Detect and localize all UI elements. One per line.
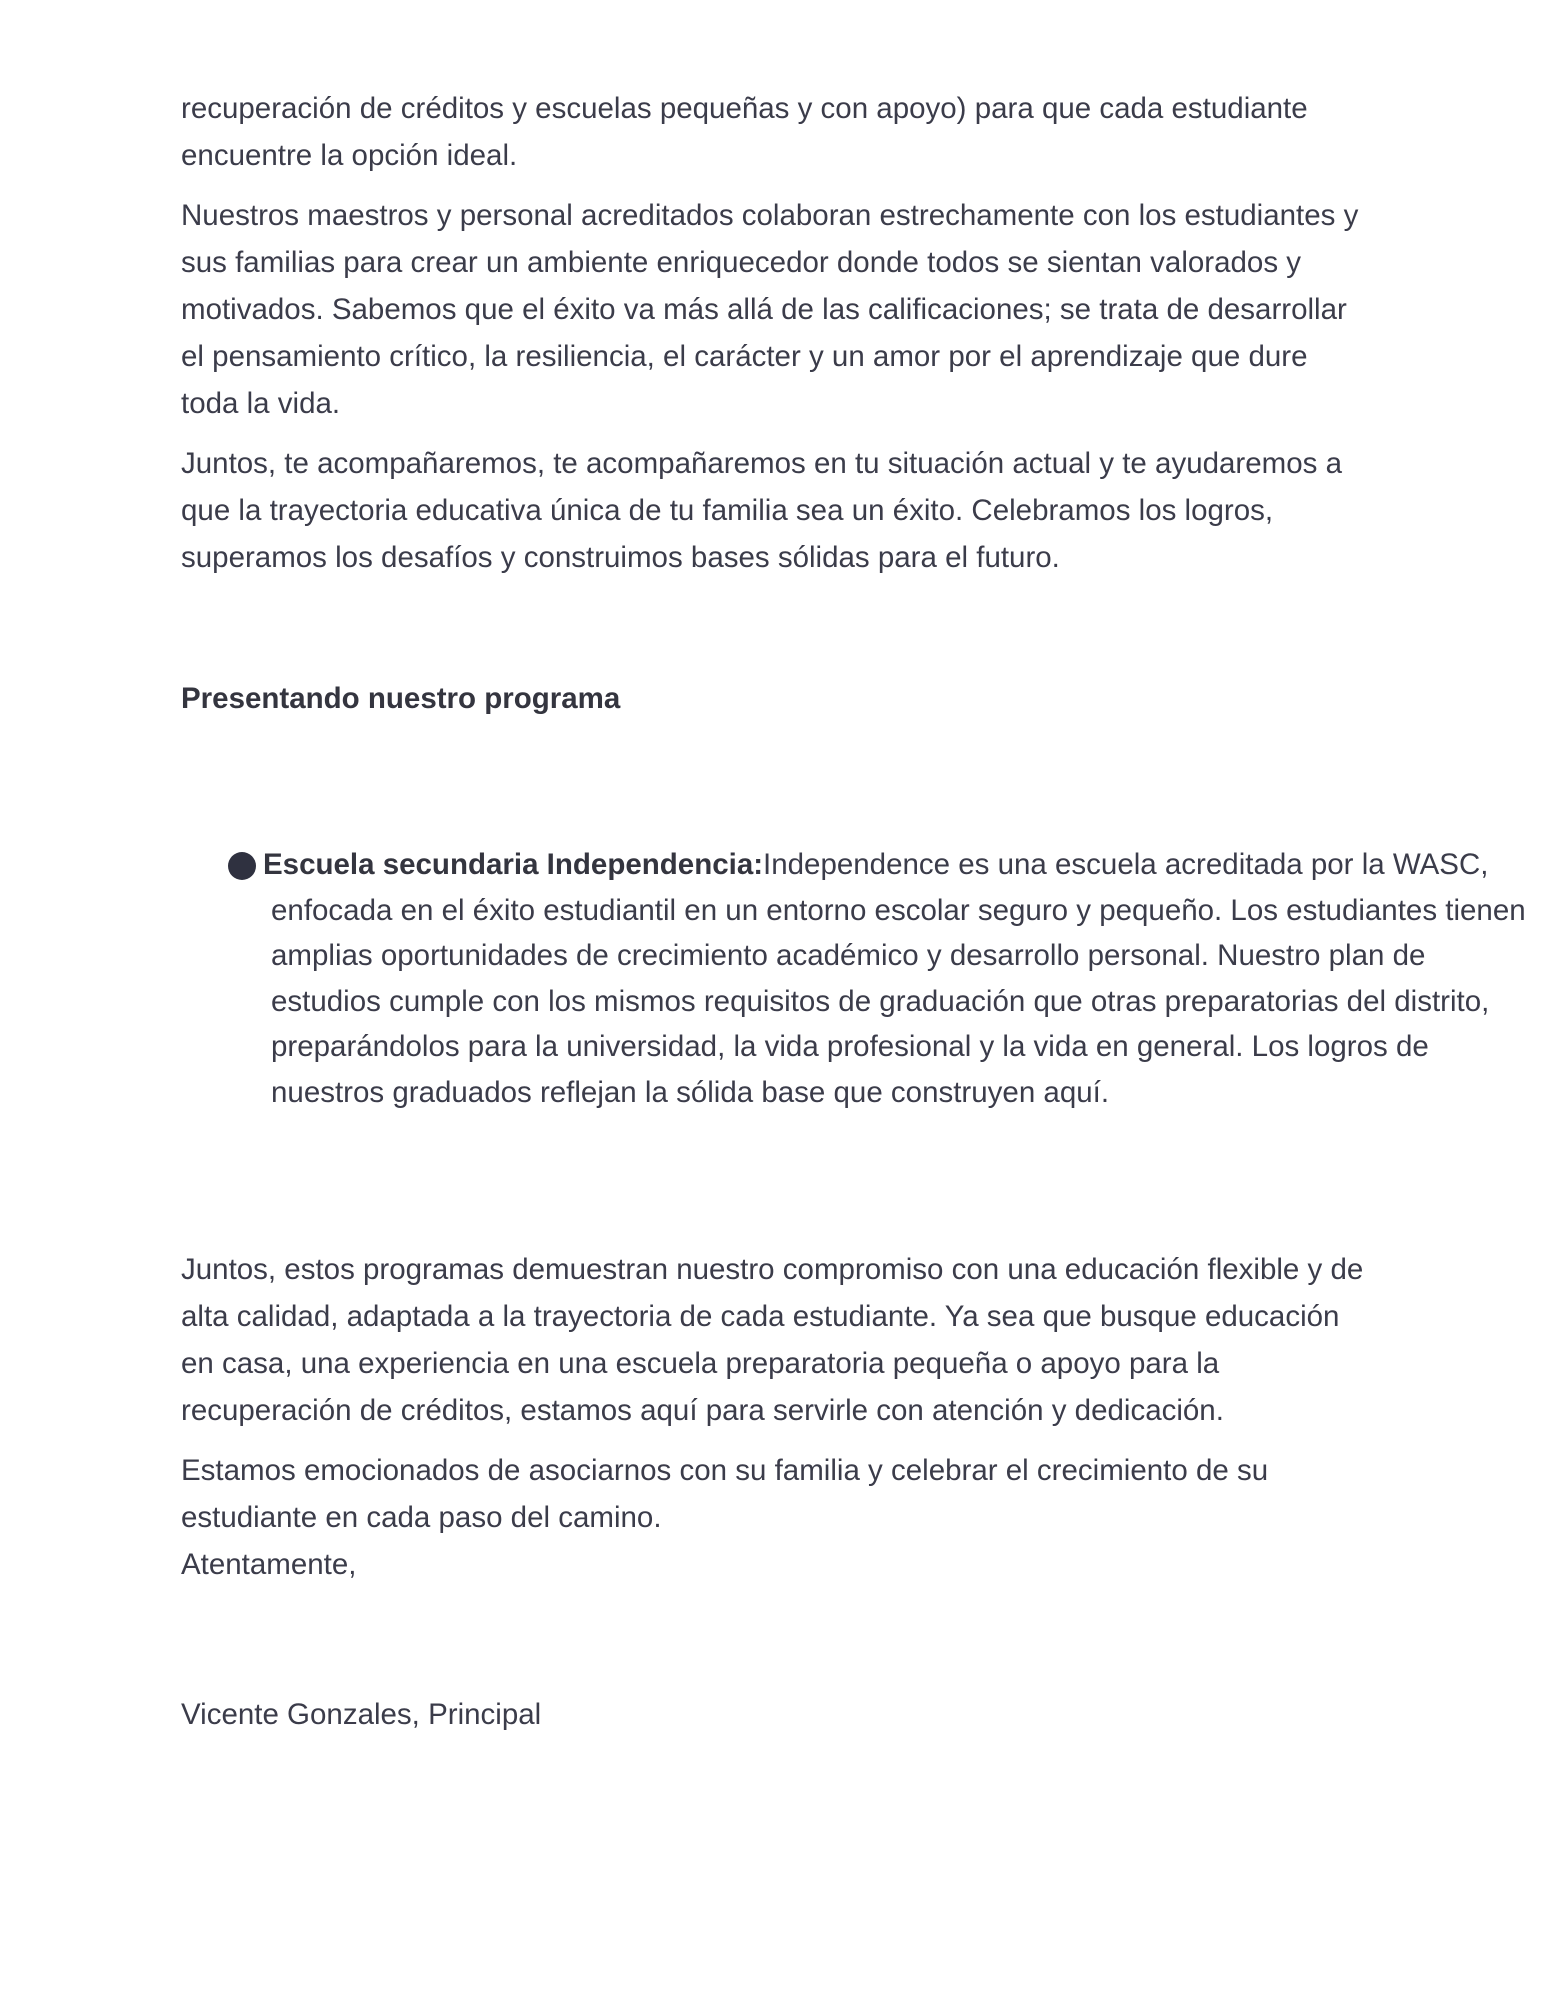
bullet-icon [228,852,256,880]
section-heading: Presentando nuestro programa [181,682,621,715]
closing-paragraph-1: Juntos, estos programas demuestran nuestro compromiso con una educación flexible y de alta calidad, adaptada a la trayectoria de cada estudiante. Ya sea que busque educación en casa, una experiencia en una escuela preparatoria pequeña o apoyo para la recuperación de créditos, estamos aquí para servirle con atención y dedicación. [181,1253,1364,1427]
closing-paragraph-2: Estamos emocionados de asociarnos con su familia y celebrar el crecimiento de su estudiante en cada paso del camino. [181,1454,1269,1534]
intro-paragraph-3: Juntos, te acompañaremos, te acompañaremos en tu situación actual y te ayudaremos a que la trayectoria educativa única de tu familia sea un éxito. Celebramos los logros, superamos los desafíos y construimos bases sólidas para el futuro. [181,447,1342,574]
list-item [181,842,1531,1115]
program-title: Escuela secundaria Independencia: [263,848,764,881]
program-list [181,842,1526,1115]
signature: Vicente Gonzales, Principal [181,1698,542,1731]
program-description: Independence es una escuela acreditada por la WASC, enfocada en el éxito estudiantil en un entorno escolar seguro y pequeño. Los estudiantes tienen amplias oportunidades de crecimiento académico y desarrollo personal. Nuestro plan de estudios cumple con los mismos requisitos de graduación que otras preparatorias del distrito, preparándolos para la universidad, la vida profesional y la vida en general. Los logros de nuestros graduados reflejan la sólida base que construyen aquí. [271,848,1526,1109]
sign-off: Atentamente, [181,1548,357,1581]
intro-paragraph-1: recuperación de créditos y escuelas pequeñas y con apoyo) para que cada estudiante encuentre la opción ideal. [181,92,1308,172]
letter-body [181,85,1526,1738]
intro-paragraph-2: Nuestros maestros y personal acreditados colaboran estrechamente con los estudiantes y sus familias para crear un ambiente enriquecedor donde todos se sientan valorados y motivados. Sabemos que el éxito va más allá de las calificaciones; se trata de desarrollar el pensamiento crítico, la resiliencia, el carácter y un amor por el aprendizaje que dure toda la vida. [181,199,1359,420]
